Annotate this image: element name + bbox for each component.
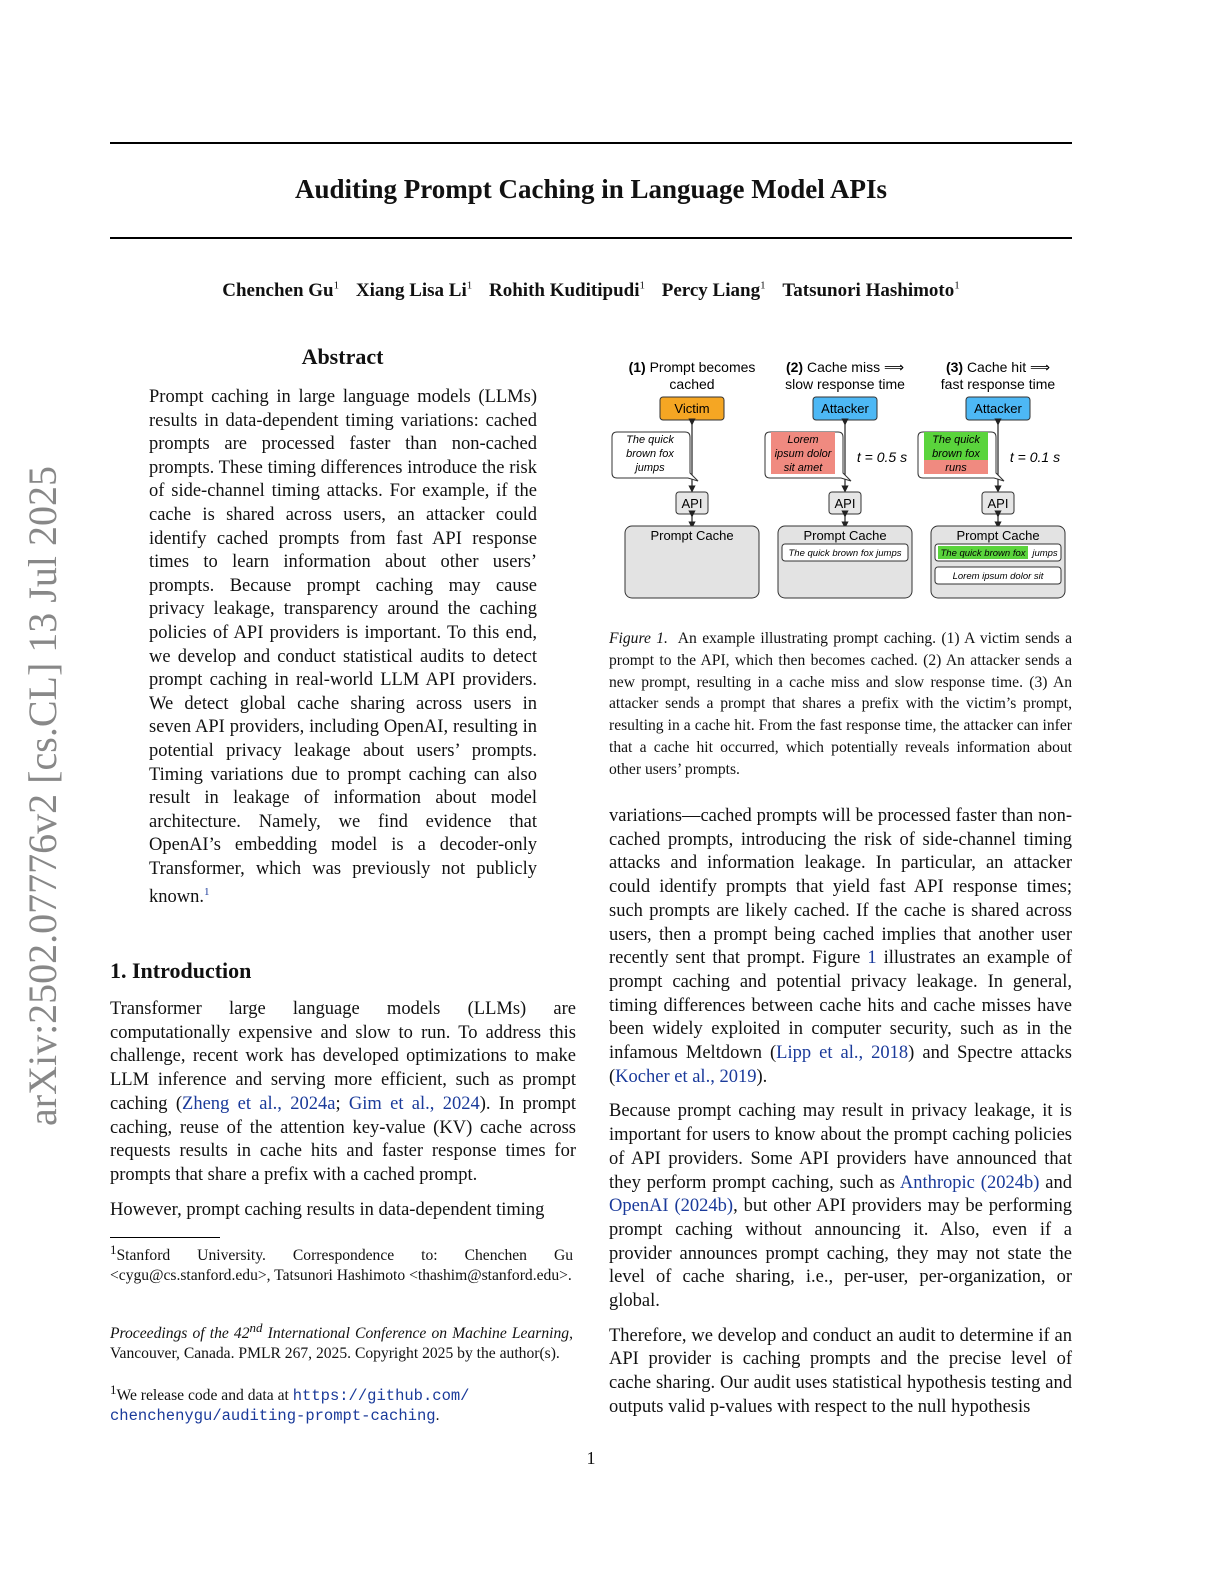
attacker-label: Attacker	[821, 401, 869, 416]
abstract-body: Prompt caching in large language models (LLMs) results in data-dependent timing variations: cached prompts are processed faster than non-cached prompts. These timing differences introduce the risk of side-channel timing attacks. For example, if the cache is shared across users, an attacker could identify cached prompts from fast API response times to learn information about other users’ prompts. Because prompt caching may cause privacy leakage, transparency around the caching policies of API providers is important. To this end, we develop and conduct statistical audits to detect prompt caching in real-world LLM API providers. We detect global cache sharing across users in seven API providers, including OpenAI, resulting in potential privacy leakage about users’ prompts. Timing variations due to prompt caching can also result in leakage of information about model architecture. Namely, we find evidence that OpenAI’s embedding model is a decoder-only Transformer, which was previously not publicly known.$^1$	[149, 387, 537, 908]
citation-link[interactable]: 2024a	[290, 1093, 336, 1114]
intro-left-column	[110, 998, 576, 1233]
prompt-cache-label: Prompt Cache	[803, 528, 887, 543]
citation-link[interactable]: (2024b)	[980, 1172, 1040, 1193]
api-label: API	[987, 496, 1009, 511]
prompt-text: The quick	[626, 434, 674, 446]
citation-link[interactable]: 2024	[442, 1093, 480, 1114]
abstract-heading: Abstract	[301, 344, 384, 369]
victim-label: Victim	[674, 401, 710, 416]
citation-link[interactable]: Anthropic	[899, 1172, 975, 1193]
author: Rohith Kuditipudi$^1$	[489, 280, 645, 302]
api-label: API	[681, 496, 703, 511]
cache-entry-text: jumps	[1032, 548, 1058, 559]
prompt-text: ipsum dolor	[774, 448, 832, 460]
citation-link[interactable]: 2018	[871, 1043, 909, 1064]
prompt-text: brown fox	[626, 448, 674, 460]
intro-right-column	[609, 805, 1072, 1431]
cache-entry-text: The quick brown fox jumps	[788, 548, 902, 559]
github-link[interactable]: https://github.com/	[292, 1387, 470, 1406]
prompt-text: runs	[945, 462, 967, 474]
citation-link[interactable]: OpenAI	[609, 1196, 669, 1217]
author-list	[110, 280, 1072, 302]
prompt-text: jumps	[635, 462, 665, 474]
paragraph: Because prompt caching may result in privacy leakage, it is important for users to know about the prompt caching policies of API providers. Some API providers have announced that they perform prompt caching, such as Anthropic (2024b) and OpenAI (2024b), but other API providers may be performing prompt caching without announcing it. Also, even if a provider announces prompt caching, they may not state the level of cache sharing, i.e., per-user, per-organization, or global.	[609, 1101, 1072, 1312]
author: Percy Liang$^1$	[661, 280, 766, 302]
citation-link[interactable]: Gim et al.,	[348, 1093, 435, 1114]
paragraph: However, prompt caching results in data-dependent timing	[110, 1199, 545, 1220]
top-rule	[110, 142, 1072, 144]
github-link[interactable]: chenchenygu/auditing-prompt-caching	[110, 1407, 436, 1426]
paragraph: Therefore, we develop and conduct an audit to determine if an API provider is caching prompts and the precise level of cache sharing. Our audit uses statistical hypothesis testing and outputs valid p-values with respect to the null hypothesis	[609, 1325, 1072, 1417]
prompt-text: sit amet	[783, 462, 823, 474]
footnote-rule	[110, 1237, 220, 1238]
footnote-link[interactable]: 1	[204, 886, 210, 899]
paragraph: variations—cached prompts will be processed faster than non-cached prompts, introducing the risk of side-channel timing attacks and information leakage. In particular, an attacker could identify prompts that yield fast API response times; such prompts are likely cached. If the cache is shared across users, then a prompt being cached implies that another user recently sent that prompt. Figure 1 illustrates an example of prompt caching and potential privacy leakage. In general, timing differences between cache hits and cache misses have been widely exploited in computer security, such as in the infamous Meltdown (Lipp et al., 2018) and Spectre attacks (Kocher et al., 2019).	[609, 806, 1073, 1087]
author: Tatsunori Hashimoto$^1$	[782, 280, 960, 302]
figure-1-diagram	[609, 350, 1072, 610]
cache-entry-text: Lorem ipsum dolor sit	[952, 571, 1044, 582]
section-heading-introduction: 1. Introduction	[110, 958, 252, 983]
footnote-code-release: $^1$We release code and data at https://github.com/ chenchenygu/auditing-prompt-caching.	[110, 1382, 470, 1426]
panel-title: (1) Prompt becomes	[628, 359, 756, 375]
citation-link[interactable]: (2024b)	[674, 1196, 734, 1217]
prompt-text: brown fox	[932, 448, 980, 460]
response-time-label: t = 0.5 s	[856, 449, 908, 465]
title-bottom-rule	[110, 237, 1072, 239]
response-time-label: t = 0.1 s	[1009, 449, 1061, 465]
citation-link[interactable]: Lipp et al.,	[776, 1043, 864, 1064]
author: Chenchen Gu$^1$	[222, 280, 340, 302]
prompt-cache-label: Prompt Cache	[650, 528, 734, 543]
panel-title: (3) Cache hit ⟹	[945, 359, 1051, 375]
figure-1-caption: Figure 1. An example illustrating prompt caching. (1) A victim sends a prompt to the API, which then becomes cached. (2) An attacker sends a new prompt, resulting in a cache miss and slow response time. (3) An attacker sends a prompt that shares a prefix with the victim’s prompt, resulting in a cache hit. From the fast response time, the attacker can infer that a cache hit occurred, which potentially reveals information about other users’ prompts.	[609, 630, 1072, 778]
cache-entry-text: The quick brown fox	[940, 548, 1026, 559]
prompt-text: Lorem	[787, 434, 819, 446]
panel-subtitle: fast response time	[940, 376, 1056, 392]
panel-subtitle: slow response time	[785, 376, 905, 392]
prompt-cache-label: Prompt Cache	[956, 528, 1040, 543]
citation-link[interactable]: Kocher et al.,	[615, 1066, 715, 1087]
panel-title: (2) Cache miss ⟹	[785, 359, 905, 375]
author: Xiang Lisa Li$^1$	[355, 280, 473, 302]
prompt-text: The quick	[932, 434, 980, 446]
footnote-affiliation: $^1$Stanford University. Correspondence to: Chenchen Gu <cygu@cs.stanford.edu>, Tatsunori Hashimoto <thashim@stanford.edu>.	[110, 1242, 573, 1285]
proceedings-note: Proceedings of the 42nd International Conference on Machine Learning, Vancouver, Canada. PMLR 267, 2025. Copyright 2025 by the author(s).	[110, 1320, 573, 1363]
citation-link[interactable]: 2019	[719, 1066, 757, 1087]
figure-ref-link[interactable]: 1	[867, 948, 877, 969]
paper-title: Auditing Prompt Caching in Language Model APIs	[294, 174, 888, 204]
attacker-label: Attacker	[974, 401, 1022, 416]
page-number: 1	[586, 1448, 596, 1468]
panel-subtitle: cached	[669, 376, 715, 392]
api-label: API	[834, 496, 856, 511]
citation-link[interactable]: Zheng et al.,	[182, 1093, 282, 1114]
arxiv-identifier: arXiv:2502.07776v2 [cs.CL] 13 Jul 2025	[20, 466, 65, 1126]
paragraph: Transformer large language models (LLMs) are computationally expensive and slow to run. To address this challenge, recent work has developed optimizations to make LLM inference and serving more efficient, such as prompt caching (Zheng et al., 2024a; Gim et al., 2024). In prompt caching, reuse of the attention key-value (KV) cache across requests results in cache hits and faster response times for prompts that share a prefix with a cached prompt.	[110, 999, 577, 1185]
